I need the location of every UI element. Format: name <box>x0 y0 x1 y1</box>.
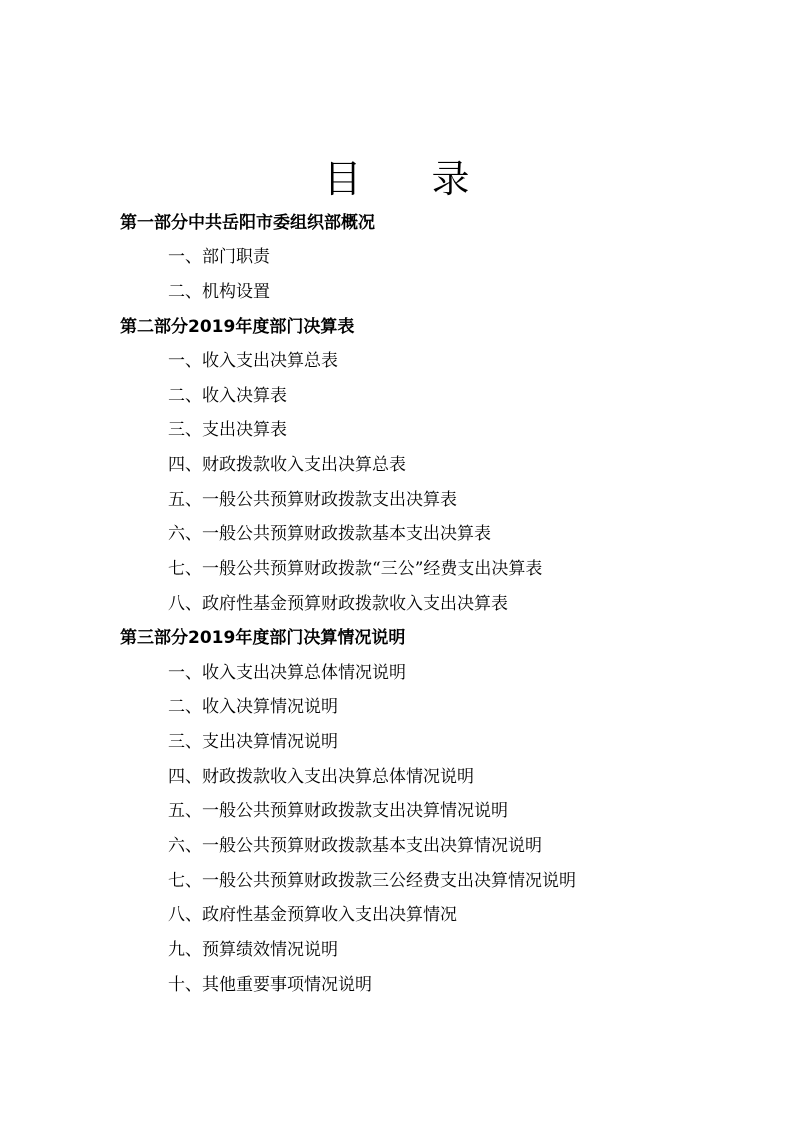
toc-item[interactable]: 一、部门职责 <box>168 247 270 267</box>
toc-part-heading[interactable]: 第二部分2019年度部门决算表 <box>120 317 355 337</box>
page-title-char-left: 目 <box>323 157 362 201</box>
toc-item[interactable]: 九、预算绩效情况说明 <box>168 940 338 960</box>
toc-item[interactable]: 八、政府性基金预算财政拨款收入支出决算表 <box>168 594 508 614</box>
toc-part-heading[interactable]: 第一部分中共岳阳市委组织部概况 <box>120 213 375 233</box>
page-title-char-right: 录 <box>431 157 470 201</box>
toc-item[interactable]: 一、收入支出决算总表 <box>168 351 338 371</box>
toc-item[interactable]: 二、收入决算情况说明 <box>168 697 338 717</box>
toc-item[interactable]: 七、一般公共预算财政拨款“三公”经费支出决算表 <box>168 559 543 579</box>
toc-item[interactable]: 五、一般公共预算财政拨款支出决算表 <box>168 490 457 510</box>
toc-item[interactable]: 四、财政拨款收入支出决算总体情况说明 <box>168 767 474 787</box>
toc-part-heading[interactable]: 第三部分2019年度部门决算情况说明 <box>120 628 406 648</box>
toc-item[interactable]: 二、机构设置 <box>168 282 270 302</box>
toc-item[interactable]: 二、收入决算表 <box>168 386 287 406</box>
toc-item[interactable]: 五、一般公共预算财政拨款支出决算情况说明 <box>168 801 508 821</box>
toc-item[interactable]: 六、一般公共预算财政拨款基本支出决算情况说明 <box>168 836 542 856</box>
page-title <box>0 152 793 206</box>
toc-item[interactable]: 一、收入支出决算总体情况说明 <box>168 663 406 683</box>
toc-item[interactable]: 四、财政拨款收入支出决算总表 <box>168 455 406 475</box>
toc-item[interactable]: 六、一般公共预算财政拨款基本支出决算表 <box>168 524 491 544</box>
toc-item[interactable]: 八、政府性基金预算收入支出决算情况 <box>168 905 457 925</box>
toc-item[interactable]: 七、一般公共预算财政拨款三公经费支出决算情况说明 <box>168 871 576 891</box>
toc-item[interactable]: 三、支出决算情况说明 <box>168 732 338 752</box>
toc-item[interactable]: 三、支出决算表 <box>168 420 287 440</box>
toc-item[interactable]: 十、其他重要事项情况说明 <box>168 975 372 995</box>
